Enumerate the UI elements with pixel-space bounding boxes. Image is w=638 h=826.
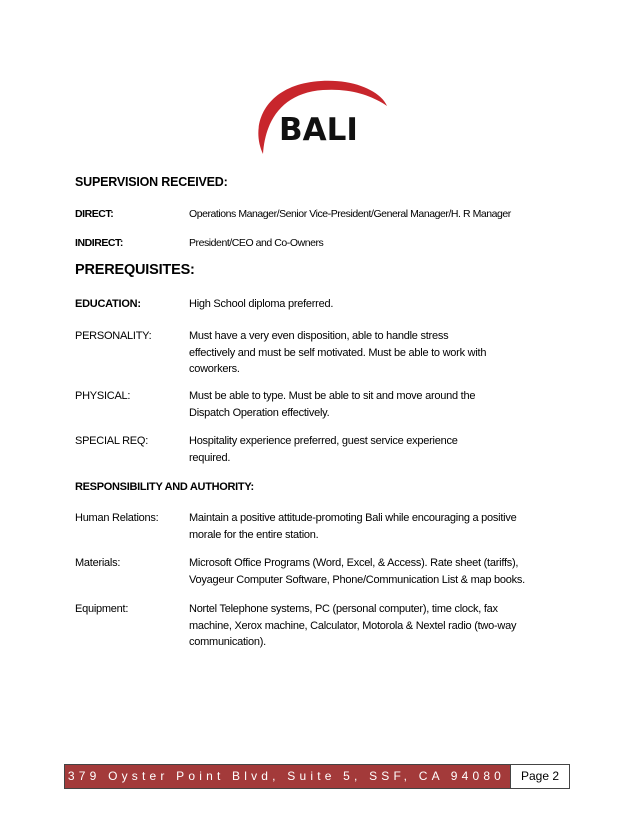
row-line: coworkers. [189,363,240,375]
row-line: Microsoft Office Programs (Word, Excel, & Access). Rate sheet (tariffs), [189,557,519,569]
row-value [189,296,569,313]
row-line: Must be able to type. Must be able to sit and move around the [189,390,476,402]
row-value [189,555,569,588]
row-label: Equipment: [75,603,129,615]
row-value: President/CEO and Co-Owners [189,237,324,249]
row-label: PHYSICAL: [75,390,131,402]
row-line: required. [189,451,231,464]
row-label: PERSONALITY: [75,330,152,342]
prerequisites-heading: PREREQUISITES: [75,262,195,278]
row-line: Hospitality experience preferred, guest service experience [189,435,458,447]
row-label: EDUCATION: [75,298,141,310]
responsibility-heading: RESPONSIBILITY AND AUTHORITY: [75,481,254,493]
row-line: communication). [189,636,266,648]
bali-logo [251,74,391,158]
row-line: Nortel Telephone systems, PC (personal computer), time clock, fax [189,603,498,615]
row-label: SPECIAL REQ: [75,435,149,447]
row-label: DIRECT: [75,208,114,220]
row-value [189,433,569,466]
supervision-heading: SUPERVISION RECEIVED: [75,175,228,189]
row-line: Voyageur Computer Software, Phone/Communication List & map books. [189,573,525,586]
row-line: Must have a very even disposition, able to handle stress [189,330,449,342]
footer-address: 379 Oyster Point Blvd, Suite 5, SSF, CA 94080 [67,769,506,783]
row-label: Materials: [75,557,121,569]
page-footer [64,764,570,789]
row-label: Human Relations: [75,512,159,524]
row-value [189,601,569,651]
row-value [189,388,569,421]
page-number: Page 2 [510,765,569,788]
row-line: Dispatch Operation effectively. [189,406,330,419]
row-value [189,510,569,543]
row-value [189,328,569,378]
bali-swoosh-logo-icon [251,74,391,158]
row-line: High School diploma preferred. [189,298,334,310]
row-label: INDIRECT: [75,237,123,249]
row-line: morale for the entire station. [189,528,319,541]
row-value: Operations Manager/Senior Vice-President/General Manager/H. R Manager [189,208,511,220]
row-line: effectively and must be self motivated. Must be able to work with [189,346,487,359]
logo-text: BALI [279,112,358,148]
row-line: machine, Xerox machine, Calculator, Motorola & Nextel radio (two-way [189,619,517,632]
row-line: Maintain a positive attitude-promoting Bali while encouraging a positive [189,512,517,524]
